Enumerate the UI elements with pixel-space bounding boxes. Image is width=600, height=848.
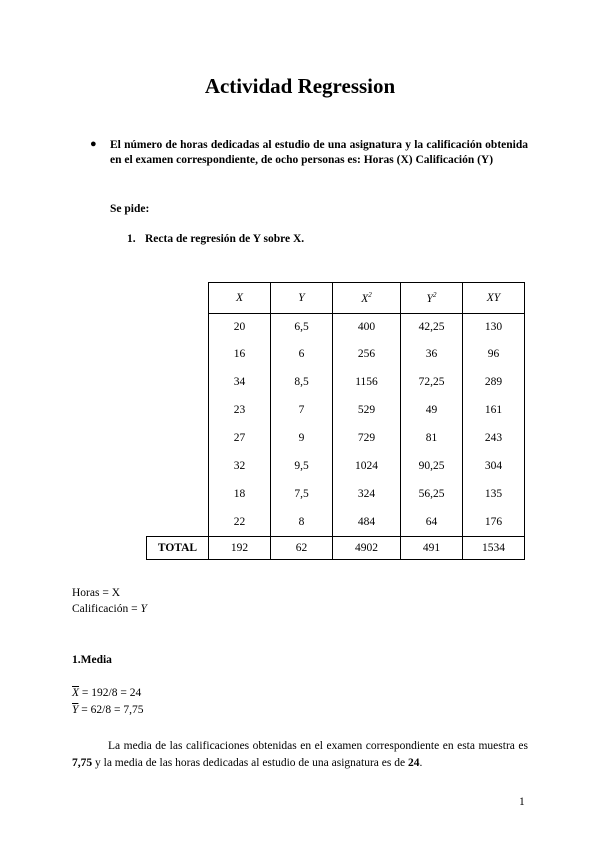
table-cell: 130 bbox=[484, 321, 503, 333]
header-x2: $X^2$ bbox=[333, 283, 401, 314]
table-cell: 256 bbox=[357, 348, 376, 360]
empty-label-cell bbox=[147, 314, 209, 537]
bullet-icon: ● bbox=[90, 138, 97, 150]
table-cell: 49 bbox=[425, 404, 438, 416]
table-cell: 304 bbox=[484, 460, 503, 472]
total-label: TOTAL bbox=[147, 537, 209, 560]
table-cell: 484 bbox=[357, 516, 376, 528]
table-cell: 36 bbox=[425, 348, 438, 360]
table-cell: 32 bbox=[233, 460, 246, 472]
table-cell: 8 bbox=[298, 516, 305, 528]
table-cell: 16 bbox=[233, 348, 246, 360]
table-cell: 529 bbox=[357, 404, 376, 416]
column-xy bbox=[463, 314, 525, 537]
table-cell: 27 bbox=[233, 432, 246, 444]
horas-definition: Horas = X bbox=[72, 587, 121, 599]
list-item-text: Recta de regresión de Y sobre X. bbox=[145, 233, 305, 245]
page-number: 1 bbox=[519, 796, 525, 808]
header-xy: XY bbox=[463, 283, 525, 314]
variable-definitions bbox=[72, 585, 147, 617]
total-y2: 491 bbox=[401, 537, 463, 560]
table-header-row bbox=[147, 283, 525, 314]
table-cell: 34 bbox=[233, 376, 246, 388]
table-cell: 9 bbox=[298, 432, 305, 444]
se-pide-label: Se pide: bbox=[110, 203, 150, 215]
table-cell: 23 bbox=[233, 404, 246, 416]
list-item-number: 1. bbox=[127, 233, 136, 245]
column-x2 bbox=[333, 314, 401, 537]
table-cell: 22 bbox=[233, 516, 246, 528]
table-cell: 7,5 bbox=[294, 488, 309, 500]
table-cell: 400 bbox=[357, 321, 376, 333]
table-cell: 324 bbox=[357, 488, 376, 500]
data-table bbox=[146, 282, 525, 560]
total-x2: 4902 bbox=[333, 537, 401, 560]
table-cell: 8,5 bbox=[294, 376, 309, 388]
table-cell: 176 bbox=[484, 516, 503, 528]
header-y: Y bbox=[271, 283, 333, 314]
mean-y-formula: $\overline{Y} = 62/8 = 7,75$ bbox=[72, 704, 144, 716]
table-cell: 42,25 bbox=[418, 321, 445, 333]
total-x: 192 bbox=[209, 537, 271, 560]
total-y: 62 bbox=[271, 537, 333, 560]
table-cell: 7 bbox=[298, 404, 305, 416]
column-y2 bbox=[401, 314, 463, 537]
table-cell: 289 bbox=[484, 376, 503, 388]
table-cell: 18 bbox=[233, 488, 246, 500]
table-cell: 1156 bbox=[355, 376, 378, 388]
table-cell: 243 bbox=[484, 432, 503, 444]
list-item-1 bbox=[127, 233, 304, 245]
table-cell: 64 bbox=[425, 516, 438, 528]
header-x: X bbox=[209, 283, 271, 314]
table-cell: 729 bbox=[357, 432, 376, 444]
total-row bbox=[147, 537, 525, 560]
mean-x-formula: $\overline{X} = 192/8 = 24$ bbox=[72, 687, 142, 699]
column-y bbox=[271, 314, 333, 537]
table-cell: 81 bbox=[425, 432, 438, 444]
media-heading: 1.Media bbox=[72, 654, 112, 666]
table-cell: 1024 bbox=[355, 460, 378, 472]
table-cell: 6 bbox=[298, 348, 305, 360]
table-cell: 56,25 bbox=[418, 488, 445, 500]
table-cell: 135 bbox=[484, 488, 503, 500]
page-title: Actividad Regression bbox=[204, 74, 396, 98]
total-xy: 1534 bbox=[463, 537, 525, 560]
table-body-row bbox=[147, 314, 525, 537]
column-x bbox=[209, 314, 271, 537]
table-cell: 6,5 bbox=[294, 321, 309, 333]
table-cell: 20 bbox=[233, 321, 246, 333]
conclusion-paragraph: La media de las calificaciones obtenidas en el examen correspondiente en esta muestra es 7,75 y la media de las horas dedicadas al estudio de una asignatura es de 24. bbox=[72, 740, 528, 769]
table-cell: 96 bbox=[487, 348, 500, 360]
table-cell: 161 bbox=[484, 404, 503, 416]
intro-bullet bbox=[90, 138, 528, 168]
header-y2: $Y^2$ bbox=[401, 283, 463, 314]
table-cell: 9,5 bbox=[294, 460, 309, 472]
table-cell: 90,25 bbox=[418, 460, 445, 472]
empty-corner bbox=[147, 283, 209, 314]
calificacion-definition: Calificación = Y bbox=[72, 603, 147, 615]
table-cell: 72,25 bbox=[418, 376, 445, 388]
intro-text: El número de horas dedicadas al estudio de una asignatura y la calificación obtenida en el examen correspondiente, de ocho personas es: Horas (X) Calificación (Y) bbox=[110, 139, 528, 166]
mean-formulas bbox=[72, 685, 143, 719]
